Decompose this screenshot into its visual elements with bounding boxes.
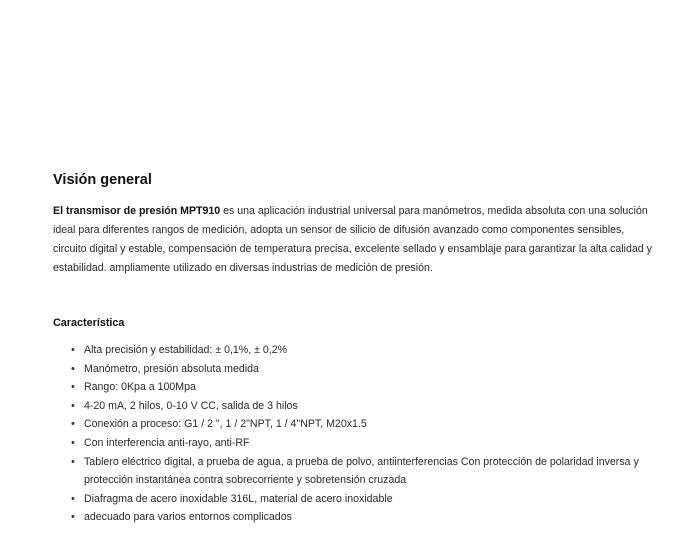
feature-item bbox=[71, 508, 653, 527]
bullet-icon: • bbox=[71, 362, 75, 375]
overview-paragraph bbox=[53, 202, 653, 278]
overview-heading: Visión general bbox=[53, 172, 152, 188]
feature-text: Alta precisión y estabilidad: ± 0,1%, ± 0,2% bbox=[84, 344, 288, 356]
bullet-icon: • bbox=[71, 511, 75, 524]
product-description bbox=[53, 170, 653, 527]
bullet-icon: • bbox=[71, 344, 75, 356]
feature-text: 4-20 mA, 2 hilos, 0-10 V CC, salida de 3 hilos bbox=[84, 399, 298, 412]
features-heading: Característica bbox=[53, 317, 125, 329]
bullet-icon: • bbox=[71, 381, 75, 394]
overview-lead-text: El transmisor de presión MPT910 bbox=[53, 205, 221, 217]
feature-item bbox=[71, 360, 653, 379]
feature-item bbox=[71, 341, 653, 360]
feature-text: Rango: 0Kpa a 100Mpa bbox=[84, 381, 196, 394]
feature-text: Diafragma de acero inoxidable 316L, material de acero inoxidable bbox=[84, 492, 393, 505]
feature-text: adecuado para varios entornos complicados bbox=[84, 511, 292, 524]
bullet-icon: • bbox=[71, 455, 75, 468]
feature-item bbox=[71, 434, 653, 453]
feature-text: Con interferencia anti-rayo, anti-RF bbox=[84, 436, 250, 449]
feature-text: Conexión a proceso: G1 / 2 ", 1 / 2"NPT, 1 / 4"NPT, M20x1.5 bbox=[84, 418, 367, 431]
feature-item bbox=[71, 453, 653, 490]
feature-item bbox=[71, 490, 653, 509]
feature-item bbox=[71, 378, 653, 397]
features-list bbox=[53, 341, 653, 527]
bullet-icon: • bbox=[71, 399, 75, 412]
feature-item bbox=[71, 397, 653, 416]
feature-item bbox=[71, 415, 653, 434]
bullet-icon: • bbox=[71, 492, 75, 505]
feature-text: Tablero eléctrico digital, a prueba de agua, a prueba de polvo, antiinterferencias Con protección de polaridad inversa y protección instantánea contra sobrecorriente y sobretensión cruzada bbox=[84, 455, 639, 487]
overview-body-text: es una aplicación industrial universal para manómetros, medida absoluta con una solución ideal para diferentes rangos de medición, adopta un sensor de silicio de difusión avanzado como componentes sensibles, circuito digital y estable, compensación de temperatura precisa, excelente sellado y ensamblaje para garantizar la alta calidad y estabilidad. ampliamente utilizado en diversas industrias de medición de presión. bbox=[53, 205, 652, 274]
bullet-icon: • bbox=[71, 436, 75, 449]
feature-text: Manómetro, presión absoluta medida bbox=[84, 362, 259, 375]
bullet-icon: • bbox=[71, 418, 75, 431]
